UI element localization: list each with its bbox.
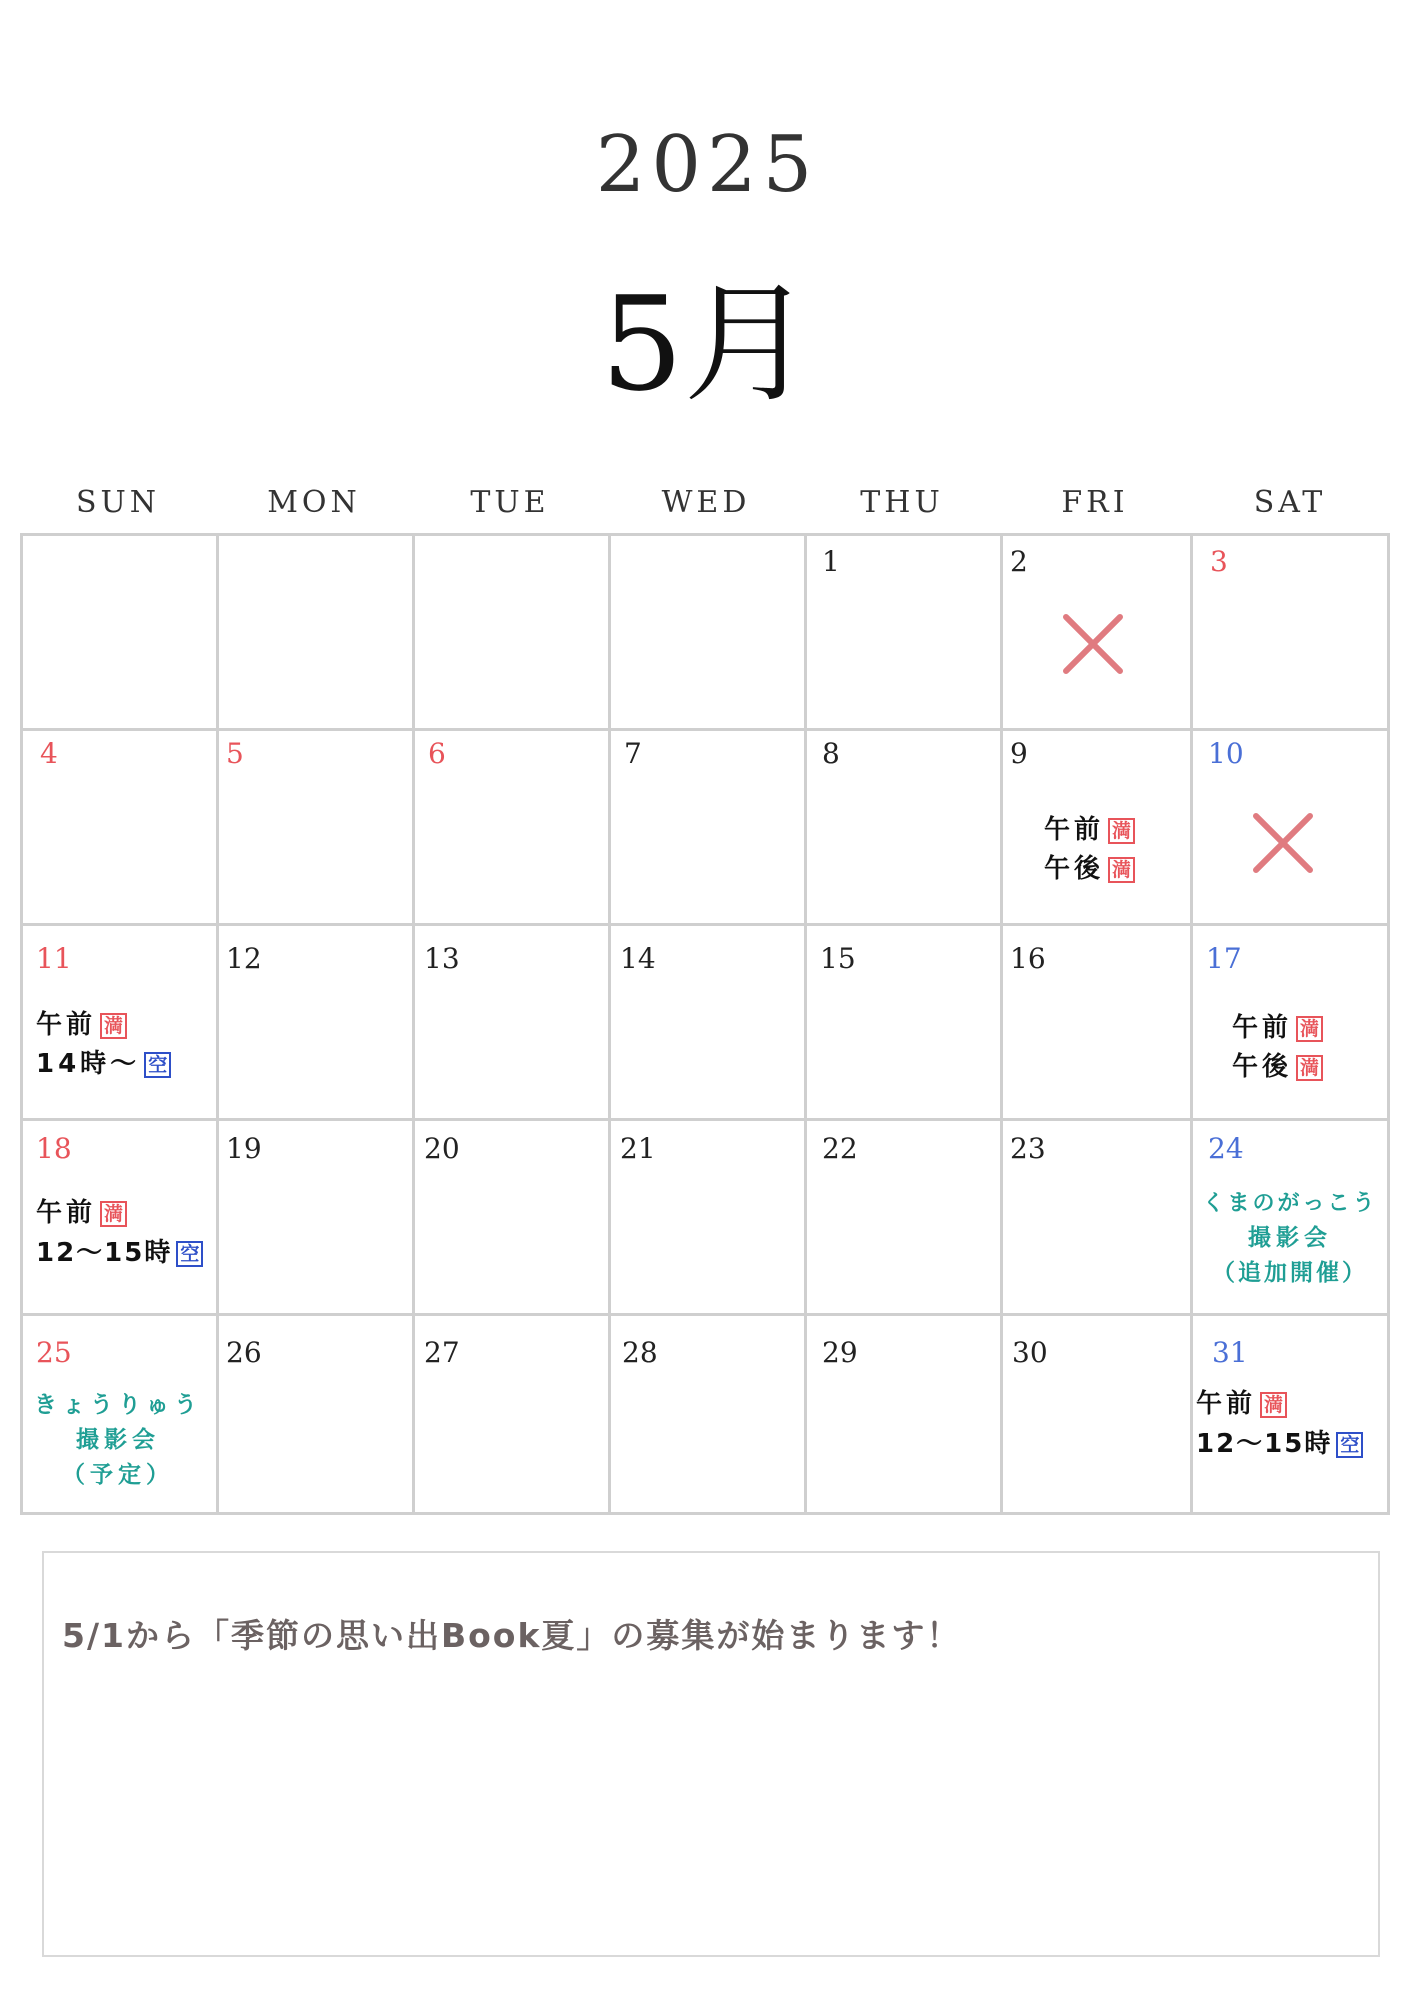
event-line: 撮影会 xyxy=(1248,1225,1332,1251)
day-number: 4 xyxy=(40,737,58,770)
slot-from-14 xyxy=(36,1043,171,1080)
slot-morning xyxy=(36,1004,127,1041)
grid-divider xyxy=(20,923,1390,926)
day-number: 31 xyxy=(1212,1336,1248,1369)
cross-icon xyxy=(1062,613,1124,675)
slot-morning xyxy=(1232,1007,1323,1044)
weekday-tue: TUE xyxy=(470,485,550,520)
slot-afternoon xyxy=(1044,848,1135,885)
weekday-fri: FRI xyxy=(1061,485,1129,520)
day-number: 7 xyxy=(624,737,642,770)
day-number: 10 xyxy=(1208,737,1244,770)
slot-label: 午前 xyxy=(36,1010,97,1040)
full-badge: 満 xyxy=(1108,818,1135,844)
slot-afternoon xyxy=(1232,1046,1323,1083)
day-number: 5 xyxy=(226,737,244,770)
weekday-sat: SAT xyxy=(1253,485,1327,520)
day-number: 20 xyxy=(424,1132,460,1165)
day-number: 12 xyxy=(226,942,262,975)
day-number: 17 xyxy=(1206,942,1242,975)
weekday-mon: MON xyxy=(267,485,361,520)
day-number: 29 xyxy=(822,1336,858,1369)
day-number: 15 xyxy=(820,942,856,975)
calendar-month: 5月 xyxy=(600,268,814,420)
cross-icon xyxy=(1252,812,1314,874)
day-number: 14 xyxy=(620,942,656,975)
grid-divider xyxy=(216,533,219,1515)
day-number: 24 xyxy=(1208,1132,1244,1165)
slot-12-15 xyxy=(36,1232,203,1269)
event-line: 撮影会 xyxy=(76,1427,160,1453)
slot-label: 午後 xyxy=(1044,854,1105,884)
day-number: 23 xyxy=(1010,1132,1046,1165)
slot-morning xyxy=(1196,1383,1287,1420)
day-number: 8 xyxy=(822,737,840,770)
full-badge: 満 xyxy=(1296,1016,1323,1042)
open-badge: 空 xyxy=(176,1241,203,1267)
event-line: （追加開催） xyxy=(1212,1260,1368,1286)
day-number: 18 xyxy=(36,1132,72,1165)
day-number: 30 xyxy=(1012,1336,1048,1369)
grid-divider xyxy=(1190,533,1193,1515)
full-badge: 満 xyxy=(1296,1055,1323,1081)
day-number: 19 xyxy=(226,1132,262,1165)
event-line: くまのがっこう xyxy=(1202,1191,1378,1216)
slot-label: 12～15時 xyxy=(36,1238,173,1268)
weekday-thu: THU xyxy=(860,485,944,520)
day-number: 6 xyxy=(428,737,446,770)
slot-label: 午前 xyxy=(1196,1389,1257,1419)
day-number: 1 xyxy=(822,545,840,578)
slot-label: 午前 xyxy=(1044,815,1105,845)
grid-divider xyxy=(20,1313,1390,1316)
grid-divider xyxy=(412,533,415,1515)
slot-label: 午前 xyxy=(1232,1013,1293,1043)
slot-label: 午後 xyxy=(1232,1052,1293,1082)
slot-morning xyxy=(36,1192,127,1229)
full-badge: 満 xyxy=(100,1013,127,1039)
grid-divider xyxy=(20,728,1390,731)
slot-12-15 xyxy=(1196,1423,1363,1460)
notice-text: 5/1から「季節の思い出Book夏」の募集が始まります！ xyxy=(62,1616,962,1655)
weekday-sun: SUN xyxy=(75,485,161,520)
event-line: （予定） xyxy=(62,1462,174,1488)
slot-label: 午前 xyxy=(36,1198,97,1228)
grid-divider xyxy=(20,1118,1390,1121)
day-number: 27 xyxy=(424,1336,460,1369)
grid-divider xyxy=(804,533,807,1515)
slot-morning xyxy=(1044,809,1135,846)
day-number: 3 xyxy=(1210,545,1228,578)
slot-label: 14時～ xyxy=(36,1049,141,1079)
day-number: 16 xyxy=(1010,942,1046,975)
day-number: 26 xyxy=(226,1336,262,1369)
event-kyoryu-photo-session xyxy=(20,1388,216,1493)
event-kuma-photo-session xyxy=(1190,1186,1390,1291)
full-badge: 満 xyxy=(100,1201,127,1227)
open-badge: 空 xyxy=(1336,1432,1363,1458)
day-number: 21 xyxy=(620,1132,656,1165)
grid-divider xyxy=(608,533,611,1515)
day-number: 28 xyxy=(622,1336,658,1369)
open-badge: 空 xyxy=(144,1052,171,1078)
full-badge: 満 xyxy=(1108,857,1135,883)
day-number: 25 xyxy=(36,1336,72,1369)
grid-divider xyxy=(1000,533,1003,1515)
full-badge: 満 xyxy=(1260,1392,1287,1418)
weekday-wed: WED xyxy=(661,485,751,520)
day-number: 13 xyxy=(424,942,460,975)
slot-label: 12～15時 xyxy=(1196,1429,1333,1459)
day-number: 2 xyxy=(1010,545,1028,578)
event-line: きょうりゅう xyxy=(34,1392,202,1418)
day-number: 11 xyxy=(36,942,72,975)
day-number: 22 xyxy=(822,1132,858,1165)
calendar-year: 2025 xyxy=(595,120,819,210)
day-number: 9 xyxy=(1010,737,1028,770)
